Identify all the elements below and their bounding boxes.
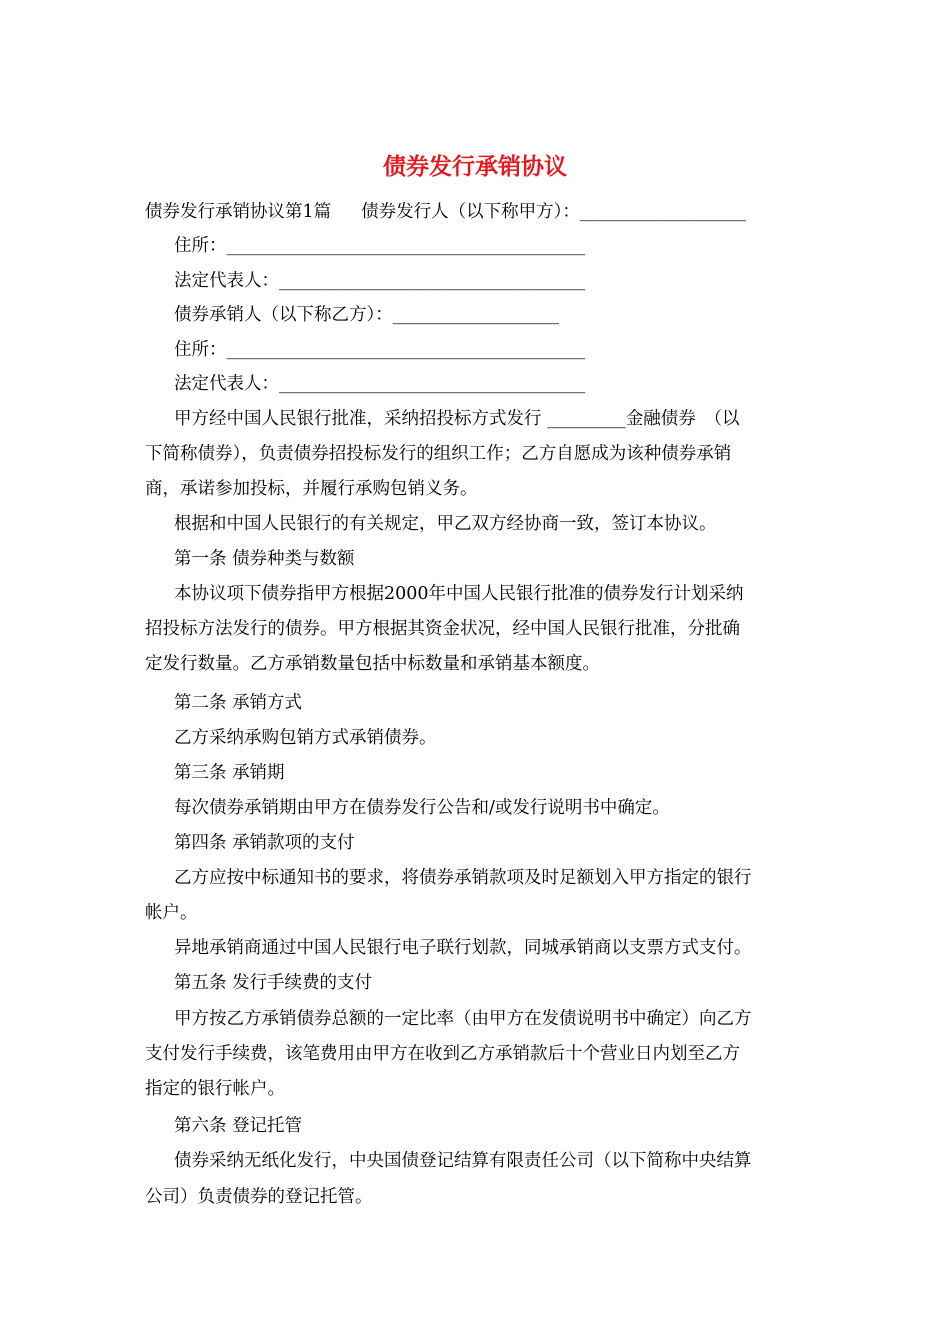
paragraph-line: 异地承销商通过中国人民银行电子联行划款，同城承销商以支票方式支付。 (174, 938, 752, 958)
paragraph-line: 支付发行手续费，该笔费用由甲方在收到乙方承销款后十个营业日内划至乙方 (145, 1044, 740, 1064)
paragraph-line: 根据和中国人民银行的有关规定，甲乙双方经协商一致，签订本协议。 (174, 514, 717, 534)
line-text: 住所： (174, 340, 227, 360)
section-heading: 第四条 承销款项的支付 (174, 833, 355, 853)
document-title: 债券发行承销协议 (383, 153, 567, 180)
paragraph-line: 帐户。 (145, 903, 198, 923)
line-text: 法定代表人： (174, 374, 279, 394)
line-text: 金融债券 （以 (625, 409, 740, 429)
paragraph-line (174, 372, 585, 396)
paragraph-line: 招投标方法发行的债券。甲方根据其资金状况，经中国人民银行批准，分批确 (145, 619, 740, 639)
section-heading: 第二条 承销方式 (174, 693, 303, 713)
paragraph-line: 每次债券承销期由甲方在债券发行公告和/或发行说明书中确定。 (174, 798, 670, 818)
line-text: 债券承销人（以下称乙方）： (174, 305, 393, 325)
section-heading: 第六条 登记托管 (174, 1116, 303, 1136)
section-heading: 第三条 承销期 (174, 763, 285, 783)
paragraph-line: 下简称债券），负责债券招投标发行的组织工作；乙方自愿成为该种债券承销 (145, 444, 732, 464)
line-text: 法定代表人： (174, 271, 279, 291)
blank-field: ___________________ (392, 305, 559, 325)
blank-field: _________________________________________ (226, 340, 586, 360)
paragraph-line: 定发行数量。乙方承销数量包括中标数量和承销基本额度。 (145, 654, 600, 674)
paragraph-line: 指定的银行帐户。 (145, 1079, 285, 1099)
paragraph-line: 乙方应按中标通知书的要求，将债券承销款项及时足额划入甲方指定的银行 (174, 868, 752, 888)
blank-field: ___________________________________ (279, 271, 586, 291)
paragraph-line: 甲方按乙方承销债券总额的一定比率（由甲方在发债说明书中确定）向乙方 (174, 1009, 752, 1029)
paragraph-line: 债券采纳无纸化发行，中央国债登记结算有限责任公司（以下简称中央结算 (174, 1151, 752, 1171)
paragraph-line (174, 407, 740, 431)
line-text: 住所： (174, 236, 227, 256)
paragraph-line: 公司）负责债券的登记托管。 (145, 1187, 373, 1207)
section-heading: 第一条 债券种类与数额 (174, 549, 355, 569)
paragraph-line (174, 269, 585, 293)
line-text: 债券发行承销协议第1篇 (145, 202, 332, 222)
section-heading: 第五条 发行手续费的支付 (174, 973, 373, 993)
blank-field: _________ (547, 409, 626, 429)
paragraph-line: 商，承诺参加投标，并履行承购包销义务。 (145, 479, 478, 499)
blank-field: _________________________________________ (226, 236, 586, 256)
paragraph-line: 本协议项下债券指甲方根据2000年中国人民银行批准的债券发行计划采纳 (174, 584, 744, 604)
blank-field: ___________________ (579, 202, 747, 222)
paragraph-line: 乙方采纳承购包销方式承销债券。 (174, 728, 437, 748)
paragraph-line (174, 234, 585, 258)
paragraph-line (145, 200, 746, 224)
paragraph-line (174, 338, 585, 362)
line-text: 债券发行人（以下称甲方）： (361, 202, 580, 222)
paragraph-line (174, 303, 559, 327)
line-text: 甲方经中国人民银行批准，采纳招投标方式发行 (174, 409, 548, 429)
blank-field: ___________________________________ (279, 374, 586, 394)
